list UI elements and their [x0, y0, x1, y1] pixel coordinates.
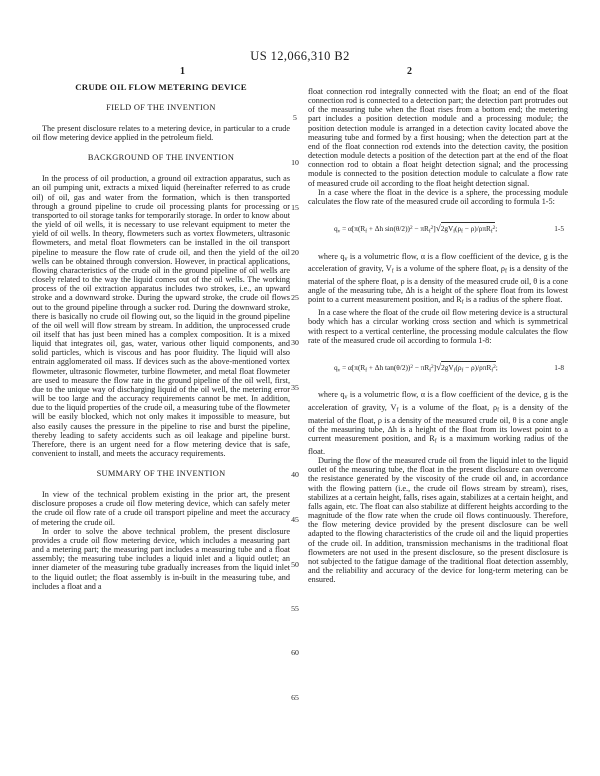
line-number-10: 10	[291, 158, 299, 167]
formula-1-5	[308, 223, 568, 234]
formula-1-8-definitions: where $q_v$ is a volumetric flow, α is a flow coefficient of the device, g is the acceleration of gravity, $V_f$ is a volume of the float, $\rho_f$ is a density of the material of the float, ρ is a density of the measured crude oil, θ is a cone angle of the measuring tube, Δh is a height of the float from its lowest point to a current measurement position, and $R_f$ is a maximum working radius of the float.	[308, 390, 569, 456]
formula-1-8-expression: $q_v = \alpha[\pi(R_f + \Delta h$ $\tan(\theta/2))^2 - \pi R_f^2]√2gV_f(\rho_f - \rho)/\rho\pi R_f^2$;	[334, 361, 498, 374]
formula-1-8	[308, 362, 568, 373]
column-number-2: 2	[407, 66, 412, 77]
section-heading-field: FIELD OF THE INVENTION	[106, 103, 216, 112]
column-number-1: 1	[180, 66, 185, 77]
formula-1-8-label: 1-8	[554, 363, 564, 373]
advantages-paragraph: During the flow of the measured crude oil from the liquid inlet to the liquid outlet of the measuring tube, the float in the present disclosure can overcome the resistance generated by the viscosity of the crude oil and, in accordance with the flowing pattern (i.e., the crude oil flows stream by stream), rises, stabilizes at a certain height, falls, rises again, stabilizes at a certain height, and falls again, etc. The float can also stabilize at different heights according to the magnitude of the flow rate when the crude oil flows continuously. Therefore, the flow metering device provided by the present disclosure can be well adapted to the flowing characteristics of the crude oil and the liquid properties of the crude oil. In addition, transmission mechanisms in the traditional float flowmeters are not used in the present disclosure, so the present disclosure is not subjected to the fatigue damage of the traditional float detection assembly, and the reliability and accuracy of the device for long-term metering can be ensured.	[308, 456, 568, 585]
formula-1-5-label: 1-5	[554, 224, 564, 234]
section-heading-summary: SUMMARY OF THE INVENTION	[96, 469, 226, 479]
left-column	[32, 80, 290, 591]
line-number-45: 45	[291, 515, 299, 524]
line-number-60: 60	[291, 648, 299, 657]
line-number-35: 35	[291, 383, 299, 392]
structural-body-case-paragraph: In a case where the float of the crude oil flow metering device is a structural body which has a circular working cross section and which is symmetrical with respect to a vertical centerline, the processing module calculates the flow rate of the measured crude oil according to formula 1-8:	[308, 308, 568, 345]
section-heading-background: BACKGROUND OF THE INVENTION	[87, 153, 235, 163]
line-number-15: 15	[291, 203, 299, 212]
line-number-5: 5	[293, 113, 297, 122]
right-column	[308, 87, 568, 584]
line-number-30: 30	[291, 338, 299, 347]
detection-paragraph: float connection rod integrally connected with the float; an end of the float connection rod is connected to a detection part; the detection part protrudes out of the measuring tube when the float rises from a bottom end; the metering part includes a position detection module and a processing module; the position detection module is arranged in a detection cavity located above the measuring tube and formed by a first housing; when the detection part at the end of the float connection rod extends into the detection cavity, the position detection module detects a position of the detection part at the end of the float connection rod to obtain a float height detection signal; and the processing module is connected to the position detection module to calculate a flow rate of measured crude oil according to the float height detection signal.	[308, 87, 568, 188]
line-number-40: 40	[291, 470, 299, 479]
background-paragraph: In the process of oil production, a ground oil extraction apparatus, such as an oil pumping unit, extracts a mixed liquid (hereinafter referred to as crude oil) of oil, gas and water from the formation, which is then transported through a ground pipeline to crude oil processing plants for processing or transported to oil storage tanks for temporarily storage. In order to know about the yield of oil wells, it is necessary to use relevant equipment to meter the yield of oil wells. In theory, flowmeters such as vortex flowmeters, ultrasonic flowmeters, and metal float flowmeters can be installed in the oil transport pipeline to measure the flow rate of crude oil, and then the yield of the oil wells can be obtained through conversion. However, in practical applications, flowing characteristics of the crude oil in the ground pipeline of oil wells are closely related to the way the liquid comes out of the oil wells. The working process of the oil extraction apparatus includes two strokes, i.e., an upward stroke and a downward stroke. During the upward stroke, the crude oil flows out to the ground pipeline through a sucker rod. During the downward stroke, there is basically no crude oil flowing out, so the liquid in the ground pipeline of the oil well will flow stream by stream. In addition, the unprocessed crude oil itself that has just been mined has a complex composition. It is a mixed liquid that integrates oil, gas, water, various other liquid components, and solid particles, which is viscous and has poor fluidity. The liquid will also entrain agglomerated oil mass. If devices such as the above-mentioned vortex flowmeter, ultrasonic flowmeter, turbine flowmeter, and metal float flowmeter are used to measure the flow rate in the ground pipeline of the oil well, first, due to the unique way of discharging liquid of the oil well, the metering error will be too large and the accuracy requirements cannot be met. In addition, due to the liquid properties of the crude oil, a measuring tube of the flowmeter will be easily blocked, which not only makes it impossible to measure, but also easily causes the pressure in the pipeline to rise and burst the pipeline, thereby leading to safety accidents such as oil leakage and pipeline burst. Therefore, there is an urgent need for a flow metering device that is safe, convenient to install, and meets the accuracy requirements.	[32, 174, 290, 458]
summary-paragraph-2: In order to solve the above technical problem, the present disclosure provides a crude oil flow metering device, which includes a measuring part and a metering part; the measuring part includes a measuring tube and a float assembly; the measuring tube includes a liquid inlet and a liquid outlet; an inner diameter of the measuring tube gradually increases from the liquid inlet to the liquid outlet; the float assembly is in-built in the measuring tube, and includes a float and a	[32, 526, 290, 591]
line-number-50: 50	[291, 560, 299, 569]
field-paragraph: The present disclosure relates to a metering device, in particular to a crude oil flow metering device applied in the petroleum field.	[32, 124, 290, 143]
sphere-case-paragraph: In a case where the float in the device is a sphere, the processing module calculates the flow rate of the measured crude oil according to formula 1-5:	[308, 187, 568, 206]
line-number-25: 25	[291, 293, 299, 302]
summary-paragraph-1: In view of the technical problem existing in the prior art, the present disclosure proposes a crude oil flow metering device, which can safely meter the crude oil flow rate of a crude oil transport pipeline and meet the accuracy of metering the crude oil.	[32, 490, 290, 527]
line-number-55: 55	[291, 604, 299, 613]
patent-number-header: US 12,066,310 B2	[250, 49, 350, 63]
line-number-20: 20	[291, 248, 299, 257]
formula-1-5-expression: $q_v = \alpha[\pi(R_f + \Delta h$ $\sin(\theta/2))^2 - \pi R_f^2]√2gV_f(\rho_f - \rho)/\rho\pi R_f^2$;	[334, 223, 498, 235]
formula-1-5-definitions: where $q_v$ is a volumetric flow, α is a flow coefficient of the device, g is the acceleration of gravity, $V_f$ is a volume of the sphere float, $\rho_f$ is a density of the material of the sphere float, ρ is a density of the measured crude oil, θ is a cone angle of the measuring tube, Δh is a height of the sphere float from its lowest point to a current measurement position, and $R_f$ is a radius of the sphere float.	[308, 251, 568, 307]
line-number-65: 65	[291, 693, 299, 702]
invention-title: CRUDE OIL FLOW METERING DEVICE	[75, 82, 247, 92]
